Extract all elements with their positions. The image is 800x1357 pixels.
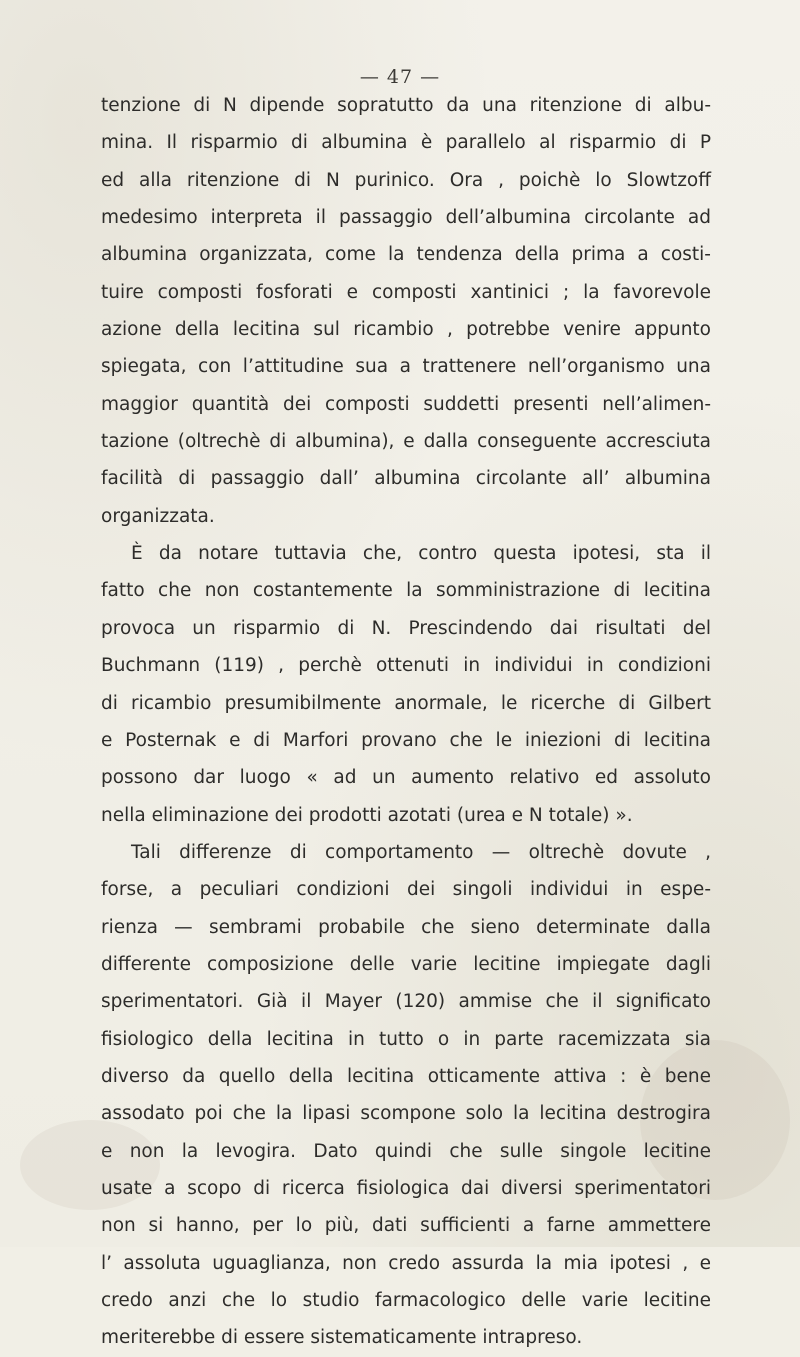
text-line: provoca un risparmio di N. Prescindendo dai risultati del xyxy=(101,617,711,639)
text-line: credo anzi che lo studio farmacologico delle varie lecitine xyxy=(101,1290,711,1311)
text-line: di ricambio presumibilmente anormale, le ricerche di Gilbert xyxy=(101,692,711,714)
text-line: maggior quantità dei composti suddetti presenti nell’alimen- xyxy=(101,393,711,415)
text-line: differente composizione delle varie lecitine impiegate dagli xyxy=(101,953,711,975)
text-line: organizzata. xyxy=(101,505,215,527)
text-line: albumina organizzata, come la tendenza della prima a costi- xyxy=(101,244,711,266)
text-line: facilità di passaggio dall’ albumina circolante all’ albumina xyxy=(101,468,711,490)
text-line: meriterebbe di essere sistematicamente intrapreso. xyxy=(101,1327,583,1349)
text-line: rienza — sembrami probabile che sieno determinate dalla xyxy=(101,916,711,938)
text-line: e Posternak e di Marfori provano che le iniezioni di lecitina xyxy=(101,729,711,751)
text-line: fisiologico della lecitina in tutto o in parte racemizzata sia xyxy=(101,1028,711,1050)
text-line: forse, a peculiari condizioni dei singoli individui in espe- xyxy=(101,879,711,901)
text-line: sperimentatori. Già il Mayer (120) ammise che il significato xyxy=(101,991,711,1013)
text-line: assodato poi che la lipasi scompone solo la lecitina destrogira xyxy=(101,1103,711,1125)
text-line: tuire composti fosforati e composti xantinici ; la favorevole xyxy=(101,281,711,303)
text-line: Buchmann (119) , perchè ottenuti in individui in condizioni xyxy=(101,655,711,677)
text-line: l’ assoluta uguaglianza, non credo assurda la mia ipotesi , e xyxy=(101,1252,711,1274)
text-line: diverso da quello della lecitina otticamente attiva : è bene xyxy=(101,1065,711,1087)
page-number: — 47 — xyxy=(359,66,441,88)
text-line: mina. Il risparmio di albumina è parallelo al risparmio di P xyxy=(101,132,711,154)
text-line: medesimo interpreta il passaggio dell’albumina circolante ad xyxy=(101,207,711,229)
text-line: tazione (oltrechè di albumina), e dalla conseguente accresciuta xyxy=(101,431,711,453)
text-line: e non la levogira. Dato quindi che sulle singole lecitine xyxy=(101,1140,711,1162)
text-line: non si hanno, per lo più, dati sufficienti a farne ammettere xyxy=(101,1215,711,1237)
text-line: Tali differenze di comportamento — oltrechè dovute , xyxy=(131,841,711,863)
text-line: fatto che non costantemente la somministrazione di lecitina xyxy=(101,580,711,602)
text-line: possono dar luogo « ad un aumento relativo ed assoluto xyxy=(101,767,711,789)
text-line: usate a scopo di ricerca fisiologica dai diversi sperimentatori xyxy=(101,1177,711,1199)
text-line: azione della lecitina sul ricambio , potrebbe venire appunto xyxy=(101,319,711,341)
text-line: nella eliminazione dei prodotti azotati (urea e N totale) ». xyxy=(101,804,633,826)
text-line: tenzione di N dipende sopratutto da una ritenzione di albu- xyxy=(101,95,711,116)
body-text xyxy=(101,87,711,1357)
text-line: È da notare tuttavia che, contro questa ipotesi, sta il xyxy=(131,543,711,565)
text-line: ed alla ritenzione di N purinico. Ora , poichè lo Slowtzoff xyxy=(101,169,711,191)
text-line: spiegata, con l’attitudine sua a trattenere nell’organismo una xyxy=(101,356,711,378)
